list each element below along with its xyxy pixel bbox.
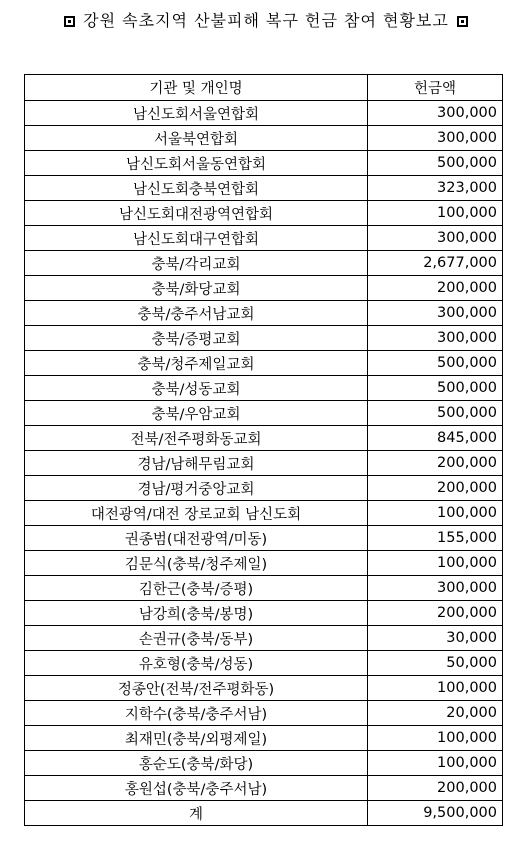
header-name: 기관 및 개인명 [25,75,368,101]
donation-amount: 200,000 [368,601,503,626]
table-row [25,626,503,651]
square-bullet-icon-right [457,16,468,27]
donor-name: 김한근(충북/증평) [25,576,368,601]
table-row [25,776,503,801]
donation-amount: 155,000 [368,526,503,551]
donor-name: 남신도회서울동연합회 [25,151,368,176]
table-row [25,301,503,326]
table-row [25,326,503,351]
donor-name: 전북/전주평화동교회 [25,426,368,451]
donor-name: 남신도회서울연합회 [25,101,368,126]
donation-amount: 323,000 [368,176,503,201]
donation-amount: 100,000 [368,751,503,776]
donation-amount: 100,000 [368,726,503,751]
table-row [25,526,503,551]
donor-name: 권종범(대전광역/미동) [25,526,368,551]
donor-name: 충북/성동교회 [25,376,368,401]
donor-name: 남강희(충북/봉명) [25,601,368,626]
donor-name: 서울북연합회 [25,126,368,151]
donor-name: 남신도회충북연합회 [25,176,368,201]
donation-amount: 300,000 [368,576,503,601]
table-row [25,376,503,401]
table-row [25,476,503,501]
donor-name: 충북/충주서남교회 [25,301,368,326]
table-row [25,501,503,526]
donation-amount: 200,000 [368,476,503,501]
donation-amount: 100,000 [368,676,503,701]
donation-amount: 100,000 [368,501,503,526]
table-row [25,601,503,626]
donor-name: 지학수(충북/충주서남) [25,701,368,726]
table-total-row [25,801,503,826]
table-row [25,426,503,451]
donation-amount: 300,000 [368,326,503,351]
table-row [25,126,503,151]
donation-amount: 20,000 [368,701,503,726]
donation-amount: 845,000 [368,426,503,451]
donation-amount: 500,000 [368,376,503,401]
table-row [25,351,503,376]
total-label: 계 [25,801,368,826]
header-amount: 헌금액 [368,75,503,101]
donor-name: 경남/남해무림교회 [25,451,368,476]
donor-name: 충북/증평교회 [25,326,368,351]
table-row [25,751,503,776]
table-row [25,676,503,701]
table-row [25,726,503,751]
donation-amount: 200,000 [368,451,503,476]
donor-name: 유호형(충북/성동) [25,651,368,676]
donation-amount: 300,000 [368,226,503,251]
table-row [25,276,503,301]
donor-name: 정종안(전북/전주평화동) [25,676,368,701]
donor-name: 충북/각리교회 [25,251,368,276]
donation-amount: 200,000 [368,276,503,301]
donation-amount: 500,000 [368,351,503,376]
donor-name: 충북/청주제일교회 [25,351,368,376]
donation-table [24,74,503,826]
table-row [25,226,503,251]
donor-name: 손권규(충북/동부) [25,626,368,651]
donation-amount: 50,000 [368,651,503,676]
donor-name: 김문식(충북/청주제일) [25,551,368,576]
donation-amount: 30,000 [368,626,503,651]
donation-amount: 300,000 [368,301,503,326]
title-text: 강원 속초지역 산불피해 복구 헌금 참여 현황보고 [83,11,449,30]
donation-amount: 200,000 [368,776,503,801]
table-row [25,651,503,676]
donor-name: 남신도회대전광역연합회 [25,201,368,226]
table-row [25,401,503,426]
table-header-row [25,75,503,101]
donation-amount: 300,000 [368,101,503,126]
table-row [25,576,503,601]
donor-name: 대전광역/대전 장로교회 남신도회 [25,501,368,526]
donor-name: 경남/평거중앙교회 [25,476,368,501]
donation-amount: 300,000 [368,126,503,151]
table-row [25,551,503,576]
table-row [25,176,503,201]
donor-name: 충북/화당교회 [25,276,368,301]
donor-name: 남신도회대구연합회 [25,226,368,251]
document-title [0,6,532,36]
donation-amount: 500,000 [368,401,503,426]
table-row [25,201,503,226]
donor-name: 홍원섭(충북/충주서남) [25,776,368,801]
table-row [25,251,503,276]
table-body [25,101,503,801]
donor-name: 최재민(충북/외평제일) [25,726,368,751]
donor-name: 홍순도(충북/화당) [25,751,368,776]
table-row [25,151,503,176]
donation-amount: 500,000 [368,151,503,176]
square-bullet-icon-left [64,16,75,27]
donation-amount: 2,677,000 [368,251,503,276]
donor-name: 충북/우암교회 [25,401,368,426]
table-row [25,701,503,726]
total-amount: 9,500,000 [368,801,503,826]
donation-amount: 100,000 [368,201,503,226]
table-row [25,451,503,476]
donation-amount: 100,000 [368,551,503,576]
table-row [25,101,503,126]
